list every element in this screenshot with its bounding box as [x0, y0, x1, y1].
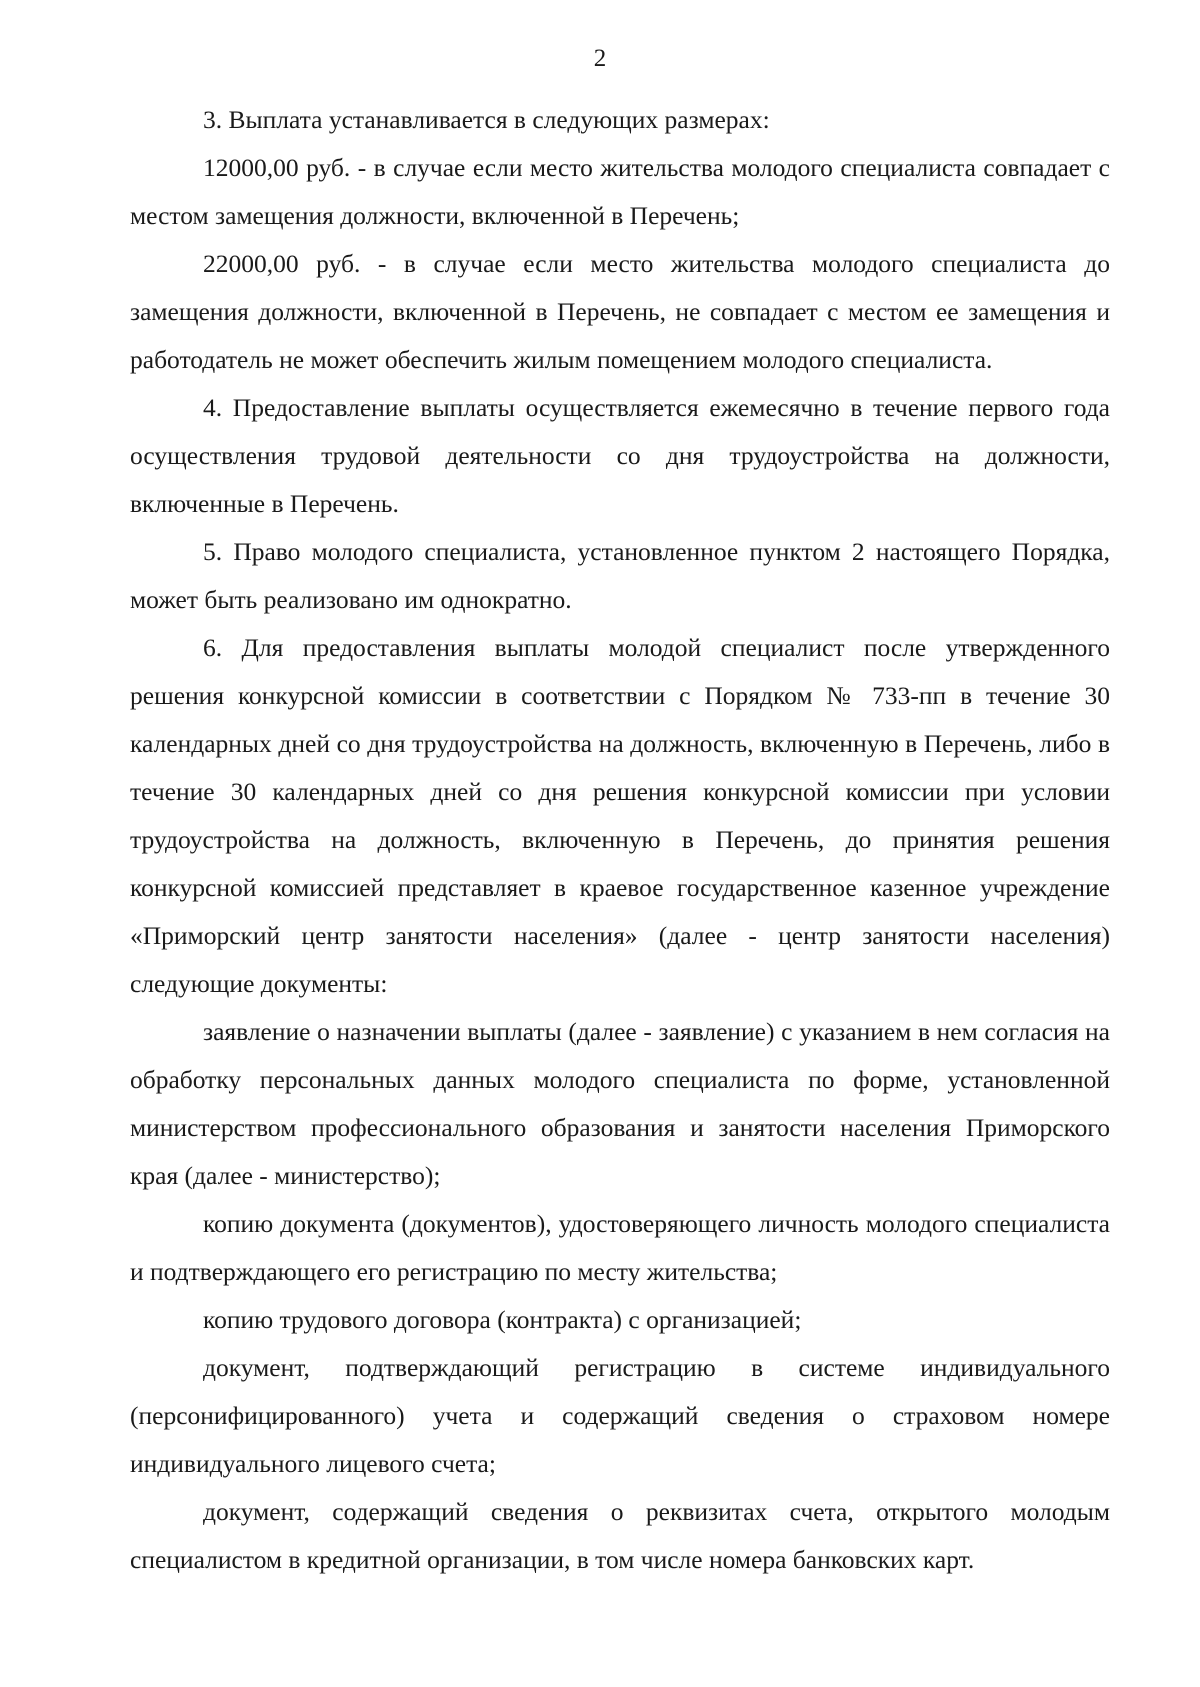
list-item-application: заявление о назначении выплаты (далее - заявление) с указанием в нем согласия на обработку персональных данных молодого специалиста по форме, установленной министерством профессионального образования и занятости населения Приморского края (далее - министерство); — [130, 1017, 1110, 1190]
paragraph-amount-22000: 22000,00 руб. - в случае если место жительства молодого специалиста до замещения должности, включенной в Перечень, не совпадает с местом ее замещения и работодатель не может обеспечить жилым помещением молодого специалиста. — [130, 249, 1110, 374]
paragraph-amount-12000: 12000,00 руб. - в случае если место жительства молодого специалиста совпадает с местом замещения должности, включенной в Перечень; — [130, 153, 1110, 230]
document-body — [130, 96, 1110, 1584]
page-number: 2 — [593, 45, 607, 72]
list-item-identity-copy: копию документа (документов), удостоверяющего личность молодого специалиста и подтверждающего его регистрацию по месту жительства; — [130, 1209, 1110, 1286]
paragraph-4-monthly-payment: 4. Предоставление выплаты осуществляется ежемесячно в течение первого года осуществления трудовой деятельности со дня трудоустройства на должности, включенные в Перечень. — [130, 393, 1110, 518]
list-item-bank-account-document: документ, содержащий сведения о реквизитах счета, открытого молодым специалистом в кредитной организации, в том числе номера банковских карт. — [130, 1497, 1110, 1574]
paragraph-5-one-time-right: 5. Право молодого специалиста, установленное пунктом 2 настоящего Порядка, может быть реализовано им однократно. — [130, 537, 1110, 614]
paragraph-6-documents: 6. Для предоставления выплаты молодой специалист после утвержденного решения конкурсной комиссии в соответствии с Порядком № 733-пп в течение 30 календарных дней со дня трудоустройства на должность, включенную в Перечень, либо в течение 30 календарных дней со дня решения конкурсной комиссии при условии трудоустройства на должность, включенную в Перечень, до принятия решения конкурсной комиссией представляет в краевое государственное казенное учреждение «Приморский центр занятости населения» (далее - центр занятости населения) следующие документы: — [130, 633, 1110, 998]
list-item-employment-contract: копию трудового договора (контракта) с организацией; — [203, 1305, 802, 1334]
paragraph-3-payment-amounts: 3. Выплата устанавливается в следующих размерах: — [203, 105, 770, 134]
list-item-registration-document: документ, подтверждающий регистрацию в системе индивидуального (персонифицированного) учета и содержащий сведения о страховом номере индивидуального лицевого счета; — [130, 1353, 1110, 1478]
